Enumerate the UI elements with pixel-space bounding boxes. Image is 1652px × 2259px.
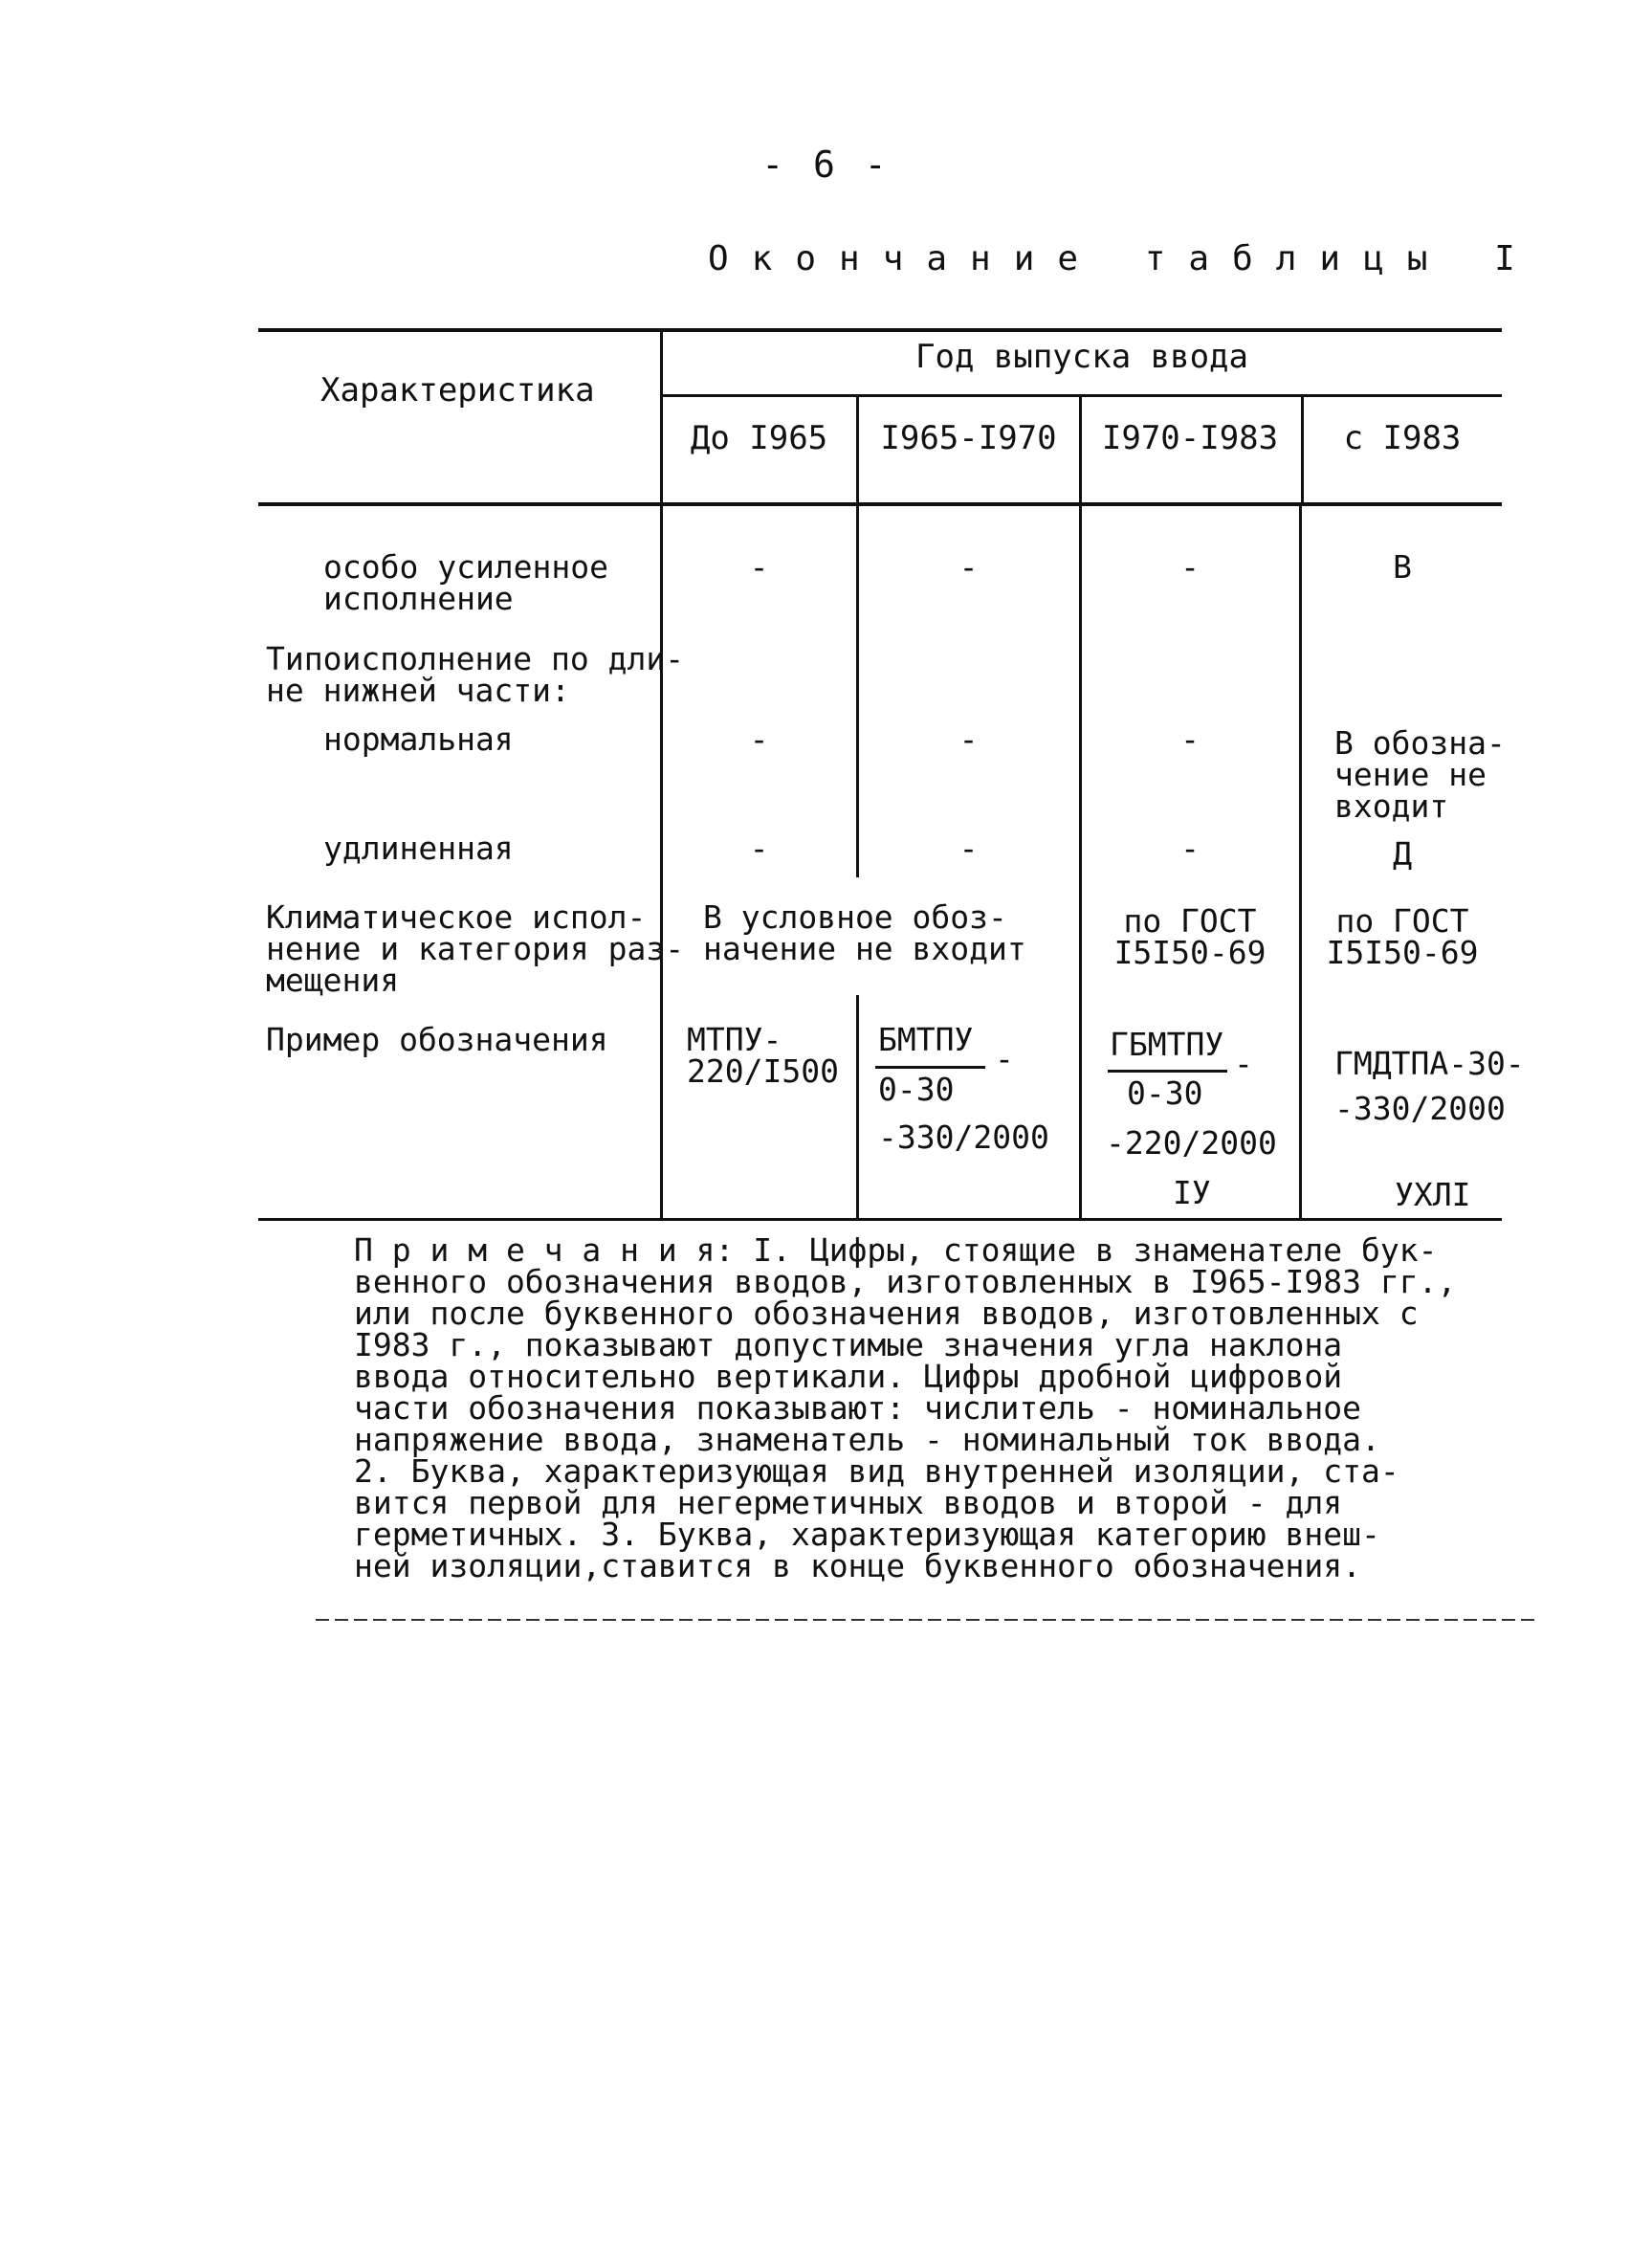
header-year-2: I965-I970 (880, 419, 1057, 457)
group-header-rule (662, 394, 1502, 397)
row6-value-2-denominator: 0-30 (878, 1071, 955, 1108)
row-label-type-length: Типоисполнение по дли- не нижней части: (266, 640, 685, 709)
header-characteristic: Характеристика (320, 371, 595, 410)
footer-rule (316, 1619, 1540, 1621)
table-top-rule (258, 328, 1502, 332)
row-label-climatic: Климатическое испол- нение и категория раз- мещения (266, 898, 685, 999)
row6-value-4-line-1: ГМДТПА-30- (1334, 1045, 1525, 1082)
row6-value-4-line-2: -330/2000 (1334, 1090, 1506, 1127)
row1-value-3: - (1180, 548, 1200, 586)
row-label-normal: нормальная (323, 720, 514, 758)
row6-value-3-denominator: 0-30 (1127, 1074, 1203, 1112)
row6-value-1: МТПУ- 220/I500 (687, 1021, 839, 1090)
row3-value-1: - (749, 720, 769, 758)
col-divider-3-body (1299, 504, 1302, 1218)
row5-merged-value: В условное обоз- начение не входит (703, 898, 1026, 967)
row6-value-3-dash: - (1234, 1045, 1253, 1082)
row4-value-3: - (1180, 830, 1200, 867)
row6-value-3-tail: -220/2000 (1106, 1124, 1277, 1162)
row6-value-2-tail: -330/2000 (878, 1118, 1049, 1156)
table-bottom-rule (258, 1218, 1502, 1221)
header-year-1: До I965 (690, 419, 828, 457)
table-title: Окончание таблицы I (708, 239, 1538, 278)
row-label-extended: удлиненная (323, 830, 514, 867)
row1-value-1: - (749, 548, 769, 586)
row3-value-2: - (958, 720, 979, 758)
row1-value-4: В (1393, 548, 1412, 586)
row1-value-2: - (958, 548, 979, 586)
row4-value-1: - (749, 830, 769, 867)
row5-value-3: по ГОСТ I5I50-69 (1113, 902, 1267, 971)
col-divider-label (660, 328, 663, 1218)
table-notes: П р и м е ч а н и я: I. Цифры, стоящие в знаменателе бук- венного обозначения вводов, изготовленных в I965-I983 гг., или после буквенного обозначения вводов, изготовленных с I983 г., показывают допустимые значения угла наклона ввода относительно вертикали. Цифры дробной цифровой части обозначения показывают: числитель - номинальное напряжение ввода, знаменатель - номинальный ток ввода. 2. Буква, характеризующая вид внутренней изоляции, ста- вится первой для негерметичных вводов и второй - для герметичных. 3. Буква, характеризующая категорию внеш- ней изоляции,ставится в конце буквенного обозначения. (354, 1231, 1457, 1584)
header-year-3: I970-I983 (1101, 419, 1279, 457)
row6-value-3-suffix: IУ (1173, 1174, 1211, 1211)
row3-value-3: - (1180, 720, 1200, 758)
row6-value-2-fraction-bar (875, 1066, 985, 1069)
header-year-4: с I983 (1343, 419, 1462, 457)
row4-value-2: - (958, 830, 979, 867)
row4-value-4: Д (1393, 835, 1412, 873)
header-bottom-rule (258, 502, 1502, 506)
row3-value-4: В обозна- чение не входит (1334, 724, 1506, 825)
header-year-group: Год выпуска ввода (915, 338, 1248, 376)
row6-value-2-numerator: БМТПУ (878, 1021, 974, 1058)
row5-value-4: по ГОСТ I5I50-69 (1326, 902, 1479, 971)
row6-value-3-numerator: ГБМТПУ (1110, 1026, 1224, 1063)
row-label-reinforced: особо усиленное исполнение (323, 548, 609, 617)
col-divider-1-bottom (856, 995, 859, 1218)
row6-value-3-fraction-bar (1108, 1070, 1227, 1073)
row6-value-4-line-3: УХЛI (1395, 1176, 1471, 1213)
row6-value-2-dash: - (995, 1040, 1014, 1077)
row-label-example: Пример обозначения (266, 1021, 608, 1058)
page-number: - 6 - (761, 144, 891, 186)
